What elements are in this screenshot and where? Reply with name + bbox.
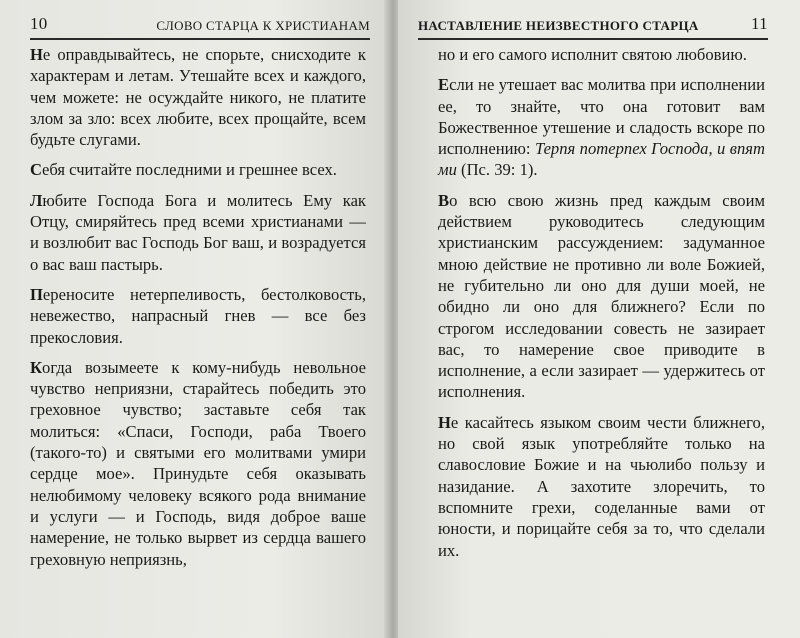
left-running-header (30, 12, 370, 40)
drop-initial: Е (438, 75, 450, 95)
paragraph (438, 74, 765, 180)
scripture-reference: (Пс. 39: 1). (456, 160, 538, 180)
paragraph-text: ебя считайте последними и грешнее всех. (41, 160, 337, 180)
paragraph (438, 190, 765, 403)
drop-initial: В (438, 190, 450, 210)
paragraph-text: сли не утешает вас молитва при исполнении ее, то знайте, что она готовит вам Божественное утешение и сладость вскоре по исполнению: (438, 75, 765, 159)
right-page (398, 0, 800, 638)
paragraph (438, 412, 765, 561)
drop-initial: П (30, 284, 43, 304)
drop-initial: Н (438, 412, 451, 432)
paragraph (30, 190, 366, 275)
left-page-body (30, 44, 366, 579)
paragraph-text: е касайтесь языком своим чести ближнего, но свой язык употребляйте только на славословие Божие и на чьюлибо пользу и назидание. А захотите злоречить, то вспомните грехи, соделанные вами от юности, и порицайте себя за то, что сделали их. (438, 412, 765, 560)
paragraph (30, 44, 366, 150)
paragraph-text: о всю свою жизнь пред каждым своим действием руководитесь следующим христианским рассуждением: задуманное мною действие не противно ли воле Божией, не губительно ли оно для души моей, не обидно ли оно для ближнего? Если по строгом исследовании совесть не зазирает вас, то намерение свое приводите в исполнение, а если зазирает — удержитесь от исполнения. (438, 190, 765, 402)
paragraph (30, 284, 366, 348)
continued-paragraph: но и его самого исполнит святою любовию. (438, 45, 747, 64)
paragraph (30, 159, 366, 180)
drop-initial: С (30, 160, 42, 180)
drop-initial: Л (30, 190, 43, 210)
paragraph-text: огда возымеете к кому-нибудь невольное чувство неприязни, старайтесь победить это греховное чувство; заставьте себя так молиться: «Спаси, Господи, раба Твоего (такого-то) и святыми его молитвами умири сердце мое». Принудьте себя оказывать нелюбимому человеку всякого рода внимание и услуги — и Господь, видя доброе ваше намерение, не только вырвет из сердца вашего греховную неприязнь, (30, 357, 366, 569)
paragraph-text: ереносите нетерпеливость, бестолковость, невежество, напрасный гнев — все без прекословия. (30, 284, 366, 347)
running-title-left: СЛОВО СТАРЦА К ХРИСТИАНАМ (156, 18, 370, 33)
paragraph-text: е оправдывайтесь, не спорьте, снисходите к характерам и летам. Утешайте всех и каждого, чем можете: не осуждайте никого, не платите злом за зло: всех любите, всех прощайте, всем будьте слугами. (30, 45, 366, 150)
paragraph-text: юбите Господа Бога и молитесь Ему как Отцу, смиряйтесь пред всеми христианами — и возлюбит вас Господь Бог ваш, и возрадуется о вас ваш пастырь. (30, 190, 366, 274)
drop-initial: К (30, 357, 43, 377)
drop-initial: Н (30, 45, 43, 64)
page-number-left: 10 (30, 14, 48, 33)
running-title-right: НАСТАВЛЕНИЕ НЕИЗВЕСТНОГО СТАРЦА (418, 18, 699, 33)
page-number-right: 11 (751, 14, 768, 33)
paragraph (30, 357, 366, 570)
right-page-body (438, 44, 765, 570)
scripture-quote: Терпя потерпех Господа, и вnят ми (438, 139, 765, 180)
right-running-header (418, 12, 768, 40)
left-page (0, 0, 388, 638)
